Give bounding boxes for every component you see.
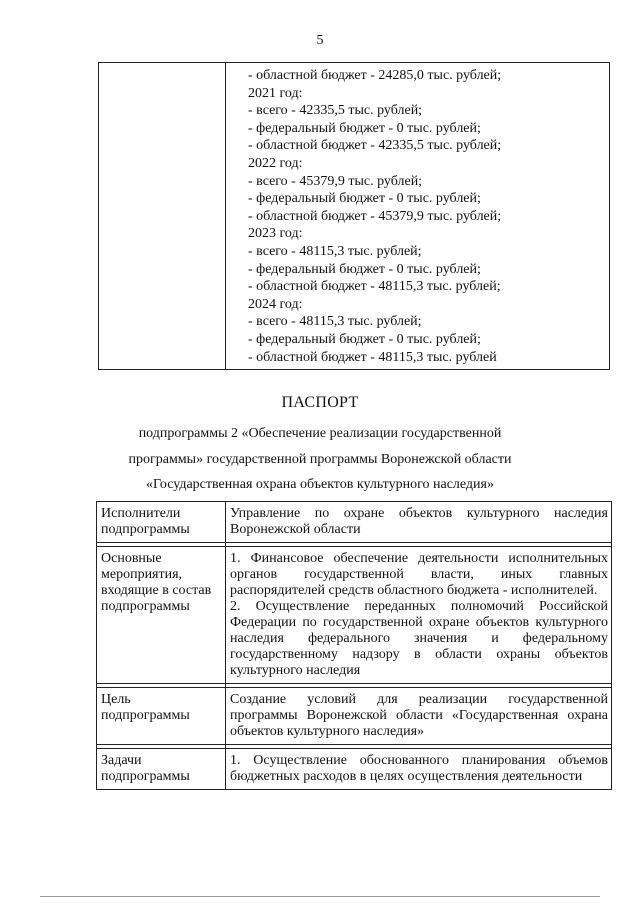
row-value xyxy=(226,547,612,684)
budget-line: 2023 год: xyxy=(248,226,303,242)
budget-line: - федеральный бюджет - 0 тыс. рублей; xyxy=(248,331,481,347)
budget-line: - областной бюджет - 48115,3 тыс. рублей xyxy=(248,349,497,365)
passport-row-goal xyxy=(97,688,612,745)
budget-line: - областной бюджет - 24285,0 тыс. рублей; xyxy=(248,68,502,83)
budget-line: - всего - 45379,9 тыс. рублей; xyxy=(248,173,423,189)
row-value: Управление по охране объектов культурного наследия Воронежской области xyxy=(226,502,612,543)
budget-line: - всего - 48115,3 тыс. рублей; xyxy=(248,314,422,330)
budget-line: - федеральный бюджет - 0 тыс. рублей; xyxy=(248,191,481,207)
passport-subtitle-line: подпрограммы 2 «Обеспечение реализации государственной xyxy=(138,426,502,441)
passport-row-activities xyxy=(97,547,612,684)
passport-row-executors xyxy=(97,502,612,543)
budget-line: - федеральный бюджет - 0 тыс. рублей; xyxy=(248,261,481,277)
row-label: Задачи подпрограммы xyxy=(97,749,226,790)
budget-line: 2022 год: xyxy=(248,155,303,171)
row-label: Цель подпрограммы xyxy=(97,688,226,745)
row-paragraph: 1. Финансовое обеспечение деятельности исполнительных органов государственной власти, иных главных распорядителей средств областного бюджета - исполнителей. xyxy=(230,551,608,598)
budget-table-row xyxy=(99,63,610,370)
budget-line: - всего - 42335,5 тыс. рублей; xyxy=(248,103,423,119)
budget-line: - всего - 48115,3 тыс. рублей; xyxy=(248,243,422,259)
budget-line: - областной бюджет - 48115,3 тыс. рублей; xyxy=(248,279,501,295)
budget-line: - областной бюджет - 42335,5 тыс. рублей; xyxy=(248,138,502,154)
row-label: Основные мероприятия, входящие в состав подпрограммы xyxy=(97,547,226,684)
budget-lines-cell xyxy=(226,63,610,370)
budget-table xyxy=(98,62,610,370)
row-value: 1. Осуществление обоснованного планирования объемов бюджетных расходов в целях осуществления деятельности xyxy=(226,749,612,790)
row-label: Исполнители подпрограммы xyxy=(97,502,226,543)
passport-row-tasks xyxy=(97,749,612,790)
budget-line: - областной бюджет - 45379,9 тыс. рублей; xyxy=(248,208,502,224)
bottom-divider xyxy=(40,896,600,897)
budget-line: 2021 год: xyxy=(248,85,303,101)
passport-table xyxy=(96,501,612,790)
budget-line: - федеральный бюджет - 0 тыс. рублей; xyxy=(248,120,481,136)
budget-empty-cell xyxy=(99,63,226,370)
page-number: 5 xyxy=(316,33,324,48)
passport-subtitle-line: «Государственная охрана объектов культурного наследия» xyxy=(145,477,494,492)
budget-line: 2024 год: xyxy=(248,296,303,312)
row-value: Создание условий для реализации государственной программы Воронежской области «Государственная охрана объектов культурного наследия» xyxy=(226,688,612,745)
passport-subtitle-line: программы» государственной программы Воронежской области xyxy=(128,452,512,467)
passport-title: ПАСПОРТ xyxy=(281,394,359,411)
row-paragraph: 2. Осуществление переданных полномочий Российской Федерации по государственной охране объектов культурного наследия федерального значения и федеральному государственному надзору в области охраны объектов культурного наследия xyxy=(230,599,608,678)
